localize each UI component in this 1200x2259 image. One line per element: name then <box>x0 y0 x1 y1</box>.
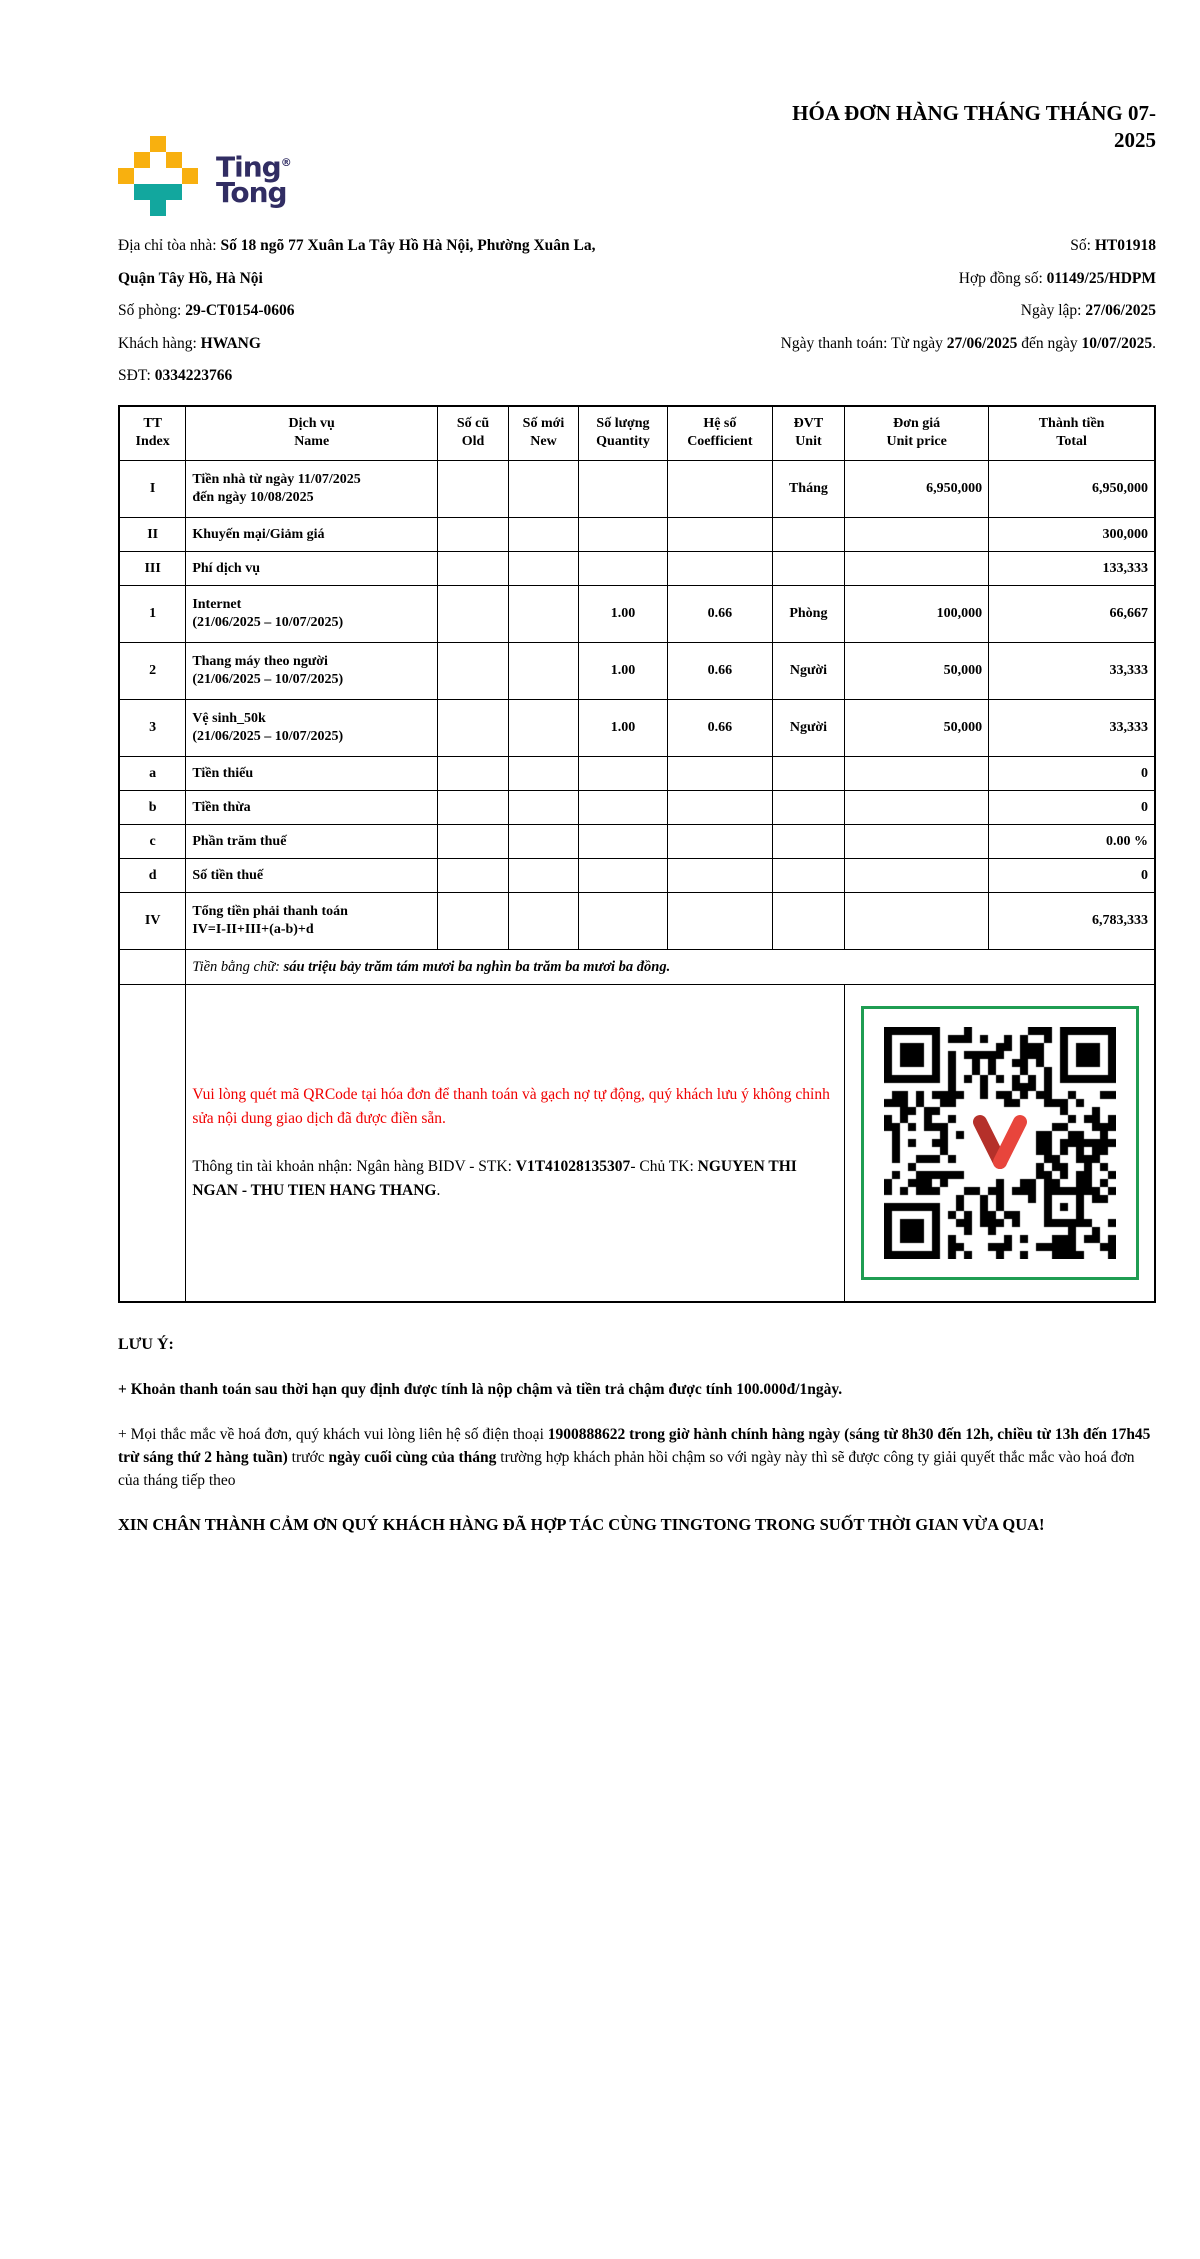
service-name-line2: (21/06/2025 – 10/07/2025) <box>192 615 344 631</box>
cell-unit <box>772 825 845 859</box>
cell-price <box>845 552 989 586</box>
cell-empty <box>119 985 186 1303</box>
service-name: Phí dịch vụ <box>192 560 261 576</box>
cell-new <box>509 825 579 859</box>
service-name: Vệ sinh_50k <box>192 711 266 727</box>
cell-coef <box>668 825 773 859</box>
cell-total: 6,783,333 <box>989 893 1155 950</box>
invoice-info <box>118 230 1156 393</box>
cell-total: 33,333 <box>989 643 1155 700</box>
service-name: Tổng tiền phải thanh toán <box>192 904 348 920</box>
cell-unit <box>772 859 845 893</box>
cell-index: c <box>119 825 186 859</box>
cell-total: 33,333 <box>989 700 1155 757</box>
cell-total: 133,333 <box>989 552 1155 586</box>
bank-account-info: Thông tin tài khoản nhận: Ngân hàng BIDV - STK: V1T41028135307- Chủ TK: NGUYEN THI NGAN - THU TIEN HANG THANG. <box>192 1158 797 1200</box>
cell-coef: 0.66 <box>668 700 773 757</box>
cell-coef <box>668 859 773 893</box>
cell-name <box>186 859 438 893</box>
tingtong-logo-icon <box>118 136 198 216</box>
cell-new <box>509 461 579 518</box>
cell-qty: 1.00 <box>578 700 667 757</box>
service-name: Thang máy theo người <box>192 654 328 670</box>
registered-mark: ® <box>280 156 292 169</box>
cell-index: IV <box>119 893 186 950</box>
amount-in-words: Tiền bằng chữ: sáu triệu bảy trăm tám mươi ba nghìn ba trăm ba mươi ba đồng. <box>186 950 1155 985</box>
col-header-qty: Số lượng Quantity <box>578 406 667 461</box>
phone-number: SĐT: 0334223766 <box>118 367 233 384</box>
col-header-index: TT Index <box>119 406 186 461</box>
cell-new <box>509 552 579 586</box>
cell-old <box>438 552 509 586</box>
table-row <box>119 552 1155 586</box>
table-row <box>119 643 1155 700</box>
cell-qty: 1.00 <box>578 586 667 643</box>
table-row <box>119 859 1155 893</box>
table-row <box>119 757 1155 791</box>
cell-index: I <box>119 461 186 518</box>
cell-index: 2 <box>119 643 186 700</box>
invoice-info-left <box>118 230 596 393</box>
thanks-note: XIN CHÂN THÀNH CẢM ƠN QUÝ KHÁCH HÀNG ĐÃ HỢP TÁC CÙNG TINGTONG TRONG SUỐT THỜI GIAN VỪA QUA! <box>118 1515 1045 1535</box>
cell-index: 1 <box>119 586 186 643</box>
cell-index: II <box>119 518 186 552</box>
customer-name: Khách hàng: HWANG <box>118 334 261 352</box>
col-header-new: Số mới New <box>509 406 579 461</box>
cell-unit <box>772 791 845 825</box>
cell-name <box>186 825 438 859</box>
cell-unit <box>772 893 845 950</box>
qr-row <box>119 985 1155 1303</box>
cell-unit <box>772 552 845 586</box>
cell-empty <box>119 950 186 985</box>
cell-old <box>438 461 509 518</box>
cell-new <box>509 586 579 643</box>
tingtong-logo <box>118 136 292 216</box>
cell-price <box>845 825 989 859</box>
cell-total: 0 <box>989 757 1155 791</box>
cell-index: III <box>119 552 186 586</box>
cell-unit: Phòng <box>772 586 845 643</box>
cell-unit: Người <box>772 643 845 700</box>
cell-new <box>509 643 579 700</box>
cell-qty <box>578 757 667 791</box>
late-fee-note: + Khoản thanh toán sau thời hạn quy định được tính là nộp chậm và tiền trả chậm được tính 100.000đ/1ngày. <box>118 1381 843 1399</box>
col-header-coef: Hệ số Coefficient <box>668 406 773 461</box>
table-row <box>119 791 1155 825</box>
cell-qty <box>578 552 667 586</box>
cell-qty <box>578 518 667 552</box>
service-table-header <box>119 406 1155 461</box>
cell-index: b <box>119 791 186 825</box>
col-header-name: Dịch vụ Name <box>186 406 438 461</box>
col-header-price: Đơn giá Unit price <box>845 406 989 461</box>
cell-old <box>438 757 509 791</box>
cell-name <box>186 586 438 643</box>
service-name-line2: đến ngày 10/08/2025 <box>192 490 314 506</box>
cell-new <box>509 893 579 950</box>
contract-number: Hợp đồng số: 01149/25/HDPM <box>958 269 1156 287</box>
cell-qty: 1.00 <box>578 643 667 700</box>
col-header-unit: ĐVT Unit <box>772 406 845 461</box>
cell-name <box>186 518 438 552</box>
cell-coef <box>668 552 773 586</box>
cell-price <box>845 859 989 893</box>
cell-qty <box>578 859 667 893</box>
cell-old <box>438 825 509 859</box>
cell-price <box>845 757 989 791</box>
cell-name <box>186 791 438 825</box>
cell-unit <box>772 518 845 552</box>
cell-old <box>438 791 509 825</box>
cell-name <box>186 552 438 586</box>
table-row <box>119 518 1155 552</box>
service-name: Số tiền thuế <box>192 867 264 883</box>
payment-period: Ngày thanh toán: Từ ngày 27/06/2025 đến ngày 10/07/2025. <box>780 334 1156 352</box>
cell-total: 66,667 <box>989 586 1155 643</box>
qr-code <box>861 1006 1139 1280</box>
invoice-info-right <box>596 230 1156 393</box>
cell-old <box>438 518 509 552</box>
cell-coef <box>668 757 773 791</box>
cell-name <box>186 461 438 518</box>
cell-new <box>509 700 579 757</box>
issue-date: Ngày lập: 27/06/2025 <box>1020 302 1156 319</box>
cell-new <box>509 757 579 791</box>
cell-unit: Tháng <box>772 461 845 518</box>
cell-new <box>509 518 579 552</box>
service-table-footer <box>119 950 1155 1303</box>
cell-total: 0 <box>989 859 1155 893</box>
service-table-body <box>119 461 1155 950</box>
table-row <box>119 461 1155 518</box>
cell-qty <box>578 893 667 950</box>
notes-heading: LƯU Ý: <box>118 1336 174 1354</box>
cell-name <box>186 757 438 791</box>
table-row <box>119 893 1155 950</box>
building-address: Địa chỉ tòa nhà: Số 18 ngõ 77 Xuân La Tây Hồ Hà Nội, Phường Xuân La, Quận Tây Hồ, Hà Nội <box>118 237 596 287</box>
cell-coef <box>668 518 773 552</box>
table-row <box>119 825 1155 859</box>
tingtong-wordmark: Ting® Tong <box>216 150 292 210</box>
cell-price <box>845 791 989 825</box>
cell-total: 0 <box>989 791 1155 825</box>
cell-new <box>509 791 579 825</box>
cell-qty <box>578 461 667 518</box>
cell-unit: Người <box>772 700 845 757</box>
cell-price <box>845 518 989 552</box>
cell-index: 3 <box>119 700 186 757</box>
cell-unit <box>772 757 845 791</box>
cell-index: a <box>119 757 186 791</box>
cell-new <box>509 859 579 893</box>
table-row <box>119 700 1155 757</box>
page-title: HÓA ĐƠN HÀNG THÁNG THÁNG 07- 2025 <box>792 101 1156 153</box>
invoice-number: Số: HT01918 <box>1070 237 1156 254</box>
cell-total: 0.00 % <box>989 825 1155 859</box>
service-name-line2: IV=I-II+III+(a-b)+d <box>192 922 314 938</box>
cell-index: d <box>119 859 186 893</box>
qr-code-cell <box>845 985 1155 1303</box>
cell-coef <box>668 791 773 825</box>
service-name-line2: (21/06/2025 – 10/07/2025) <box>192 729 344 745</box>
qr-scan-notice: Vui lòng quét mã QRCode tại hóa đơn để thanh toán và gạch nợ tự động, quý khách lưu ý không chỉnh sửa nội dung giao dịch đã được điền sẵn. <box>192 1086 830 1128</box>
contact-note: + Mọi thắc mắc về hoá đơn, quý khách vui lòng liên hệ số điện thoại 1900888622 trong giờ hành chính hàng ngày (sáng từ 8h30 đến 12h, chiều từ 13h đến 17h45 trừ sáng thứ 2 hàng tuần) trước ngày cuối cùng của tháng trường hợp khách phản hồi chậm so với ngày này thì sẽ được công ty giải quyết thắc mắc vào hoá đơn của tháng tiếp theo <box>118 1425 1151 1490</box>
service-name: Tiền thừa <box>192 799 251 815</box>
cell-name <box>186 700 438 757</box>
service-name: Phần trăm thuế <box>192 833 287 849</box>
service-name: Tiền thiếu <box>192 765 254 781</box>
cell-price: 6,950,000 <box>845 461 989 518</box>
document-header <box>118 100 1156 216</box>
col-header-old: Số cũ Old <box>438 406 509 461</box>
cell-old <box>438 586 509 643</box>
cell-total: 300,000 <box>989 518 1155 552</box>
cell-old <box>438 859 509 893</box>
cell-qty <box>578 825 667 859</box>
cell-price: 50,000 <box>845 643 989 700</box>
footer-notes <box>118 1333 1156 1538</box>
cell-coef <box>668 461 773 518</box>
cell-old <box>438 893 509 950</box>
cell-coef: 0.66 <box>668 586 773 643</box>
cell-price: 50,000 <box>845 700 989 757</box>
table-row <box>119 586 1155 643</box>
vietqr-v-icon <box>969 1114 1031 1172</box>
cell-old <box>438 700 509 757</box>
service-table <box>118 405 1156 1304</box>
cell-name <box>186 893 438 950</box>
cell-price: 100,000 <box>845 586 989 643</box>
service-name-line2: (21/06/2025 – 10/07/2025) <box>192 672 344 688</box>
cell-price <box>845 893 989 950</box>
cell-qty <box>578 791 667 825</box>
cell-coef: 0.66 <box>668 643 773 700</box>
cell-old <box>438 643 509 700</box>
payment-instructions <box>186 985 845 1303</box>
service-name: Khuyến mại/Giảm giá <box>192 526 325 542</box>
cell-coef <box>668 893 773 950</box>
col-header-total: Thành tiền Total <box>989 406 1155 461</box>
room-number: Số phòng: 29-CT0154-0606 <box>118 302 295 319</box>
cell-total: 6,950,000 <box>989 461 1155 518</box>
cell-name <box>186 643 438 700</box>
amount-in-words-row <box>119 950 1155 985</box>
service-name: Tiền nhà từ ngày 11/07/2025 <box>192 472 361 488</box>
service-name: Internet <box>192 597 242 613</box>
